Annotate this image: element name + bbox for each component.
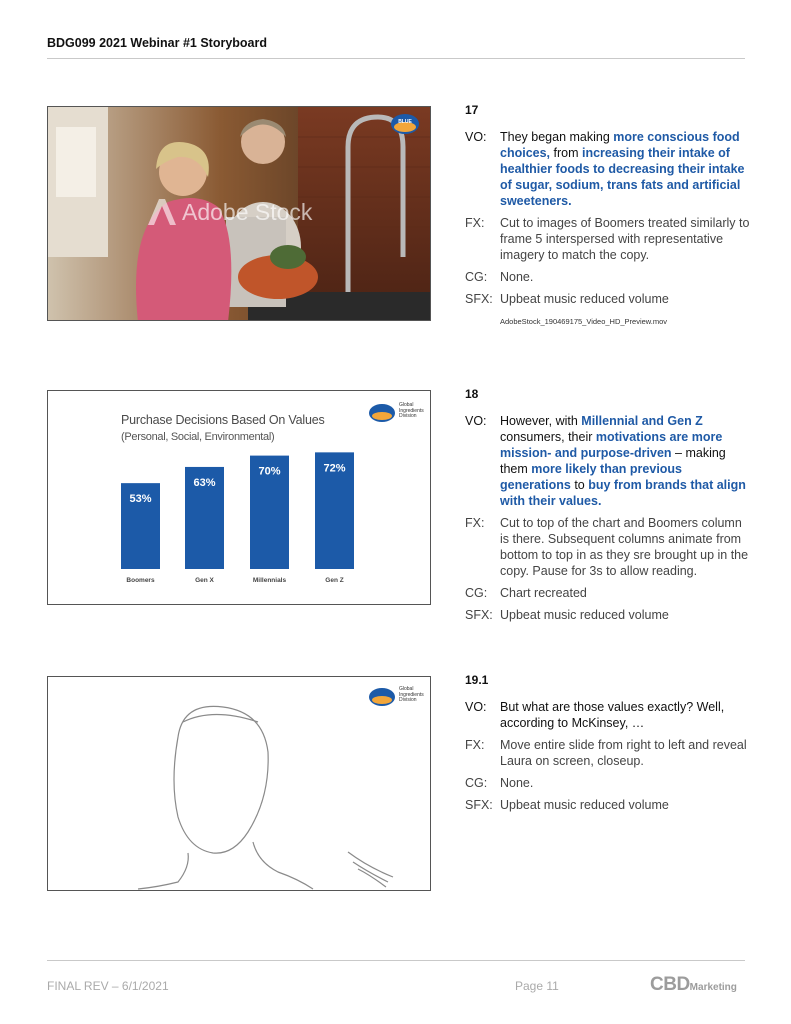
sfx-label: SFX:: [465, 798, 493, 812]
category-label: Boomers: [126, 577, 155, 584]
vo-highlight: increasing their intake of healthier foods to decreasing their intake of sugar, sodium, trans fats and artificial sweeteners.: [500, 146, 745, 208]
fx-text: Cut to images of Boomers treated similarly to frame 5 interspersed with representative imagery to match the copy.: [500, 216, 750, 262]
cg-row: [465, 775, 750, 791]
vo-highlight: buy from brands that align with their values.: [500, 478, 746, 508]
cg-row: [465, 269, 750, 285]
vo-label: VO:: [465, 414, 487, 428]
cg-row: [465, 585, 750, 601]
page-number: Page 11: [515, 979, 559, 993]
vo-text: [500, 699, 750, 731]
sfx-row: [465, 291, 750, 307]
fx-text: Move entire slide from right to left and reveal Laura on screen, closeup.: [500, 738, 747, 768]
bar-value-label: 72%: [323, 462, 346, 475]
category-label: Gen Z: [325, 577, 344, 584]
brand-logo-icon: [390, 113, 420, 135]
sfx-row: [465, 797, 750, 813]
vo-row: [465, 413, 750, 509]
header-divider: [47, 58, 745, 59]
revision-label: FINAL REV – 6/1/2021: [47, 979, 169, 993]
fx-row: [465, 515, 750, 579]
document-title: BDG099 2021 Webinar #1 Storyboard: [47, 36, 267, 50]
storyboard-frame-17: [47, 106, 431, 321]
bar-chart: [48, 391, 431, 605]
watermark: Adobe Stock: [148, 199, 312, 226]
adobe-logo-icon: [148, 199, 176, 225]
scene-18-notes: [465, 387, 750, 629]
vo-highlight: more likely than previous generations: [500, 462, 683, 492]
vo-highlight: motivations are more mission- and purpose-driven: [500, 430, 723, 460]
fx-row: [465, 215, 750, 263]
cg-text: None.: [500, 270, 534, 284]
vo-segment: from: [550, 146, 582, 160]
scene-19-1-notes: [465, 673, 750, 819]
bar-value-label: 53%: [129, 493, 152, 506]
vo-segment: However, with: [500, 414, 582, 428]
vo-row: [465, 699, 750, 731]
sfx-row: [465, 607, 750, 623]
sfx-text: Upbeat music reduced volume: [500, 608, 669, 622]
chart-title: Purchase Decisions Based On Values: [121, 413, 325, 427]
vo-label: VO:: [465, 700, 487, 714]
logo-caption: Global Ingredients Division: [399, 402, 424, 419]
scene-number: 18: [465, 387, 479, 401]
sfx-label: SFX:: [465, 292, 493, 306]
sfx-label: SFX:: [465, 608, 493, 622]
sketch-drawing: [48, 677, 431, 891]
fx-label: FX:: [465, 516, 485, 530]
vo-segment: They began making: [500, 130, 614, 144]
vo-segment: – making them: [500, 446, 726, 476]
vo-segment: to: [570, 478, 589, 492]
fx-row: [465, 737, 750, 769]
bar-value-label: 70%: [258, 465, 281, 478]
scene-number: 19.1: [465, 673, 489, 687]
scene-number: 17: [465, 103, 479, 117]
fx-label: FX:: [465, 738, 485, 752]
vo-segment: But what are those values exactly? Well, according to McKinsey, …: [500, 700, 725, 730]
svg-text:BLUE: BLUE: [398, 119, 412, 125]
video-filename: AdobeStock_190469175_Video_HD_Preview.mov: [500, 317, 668, 326]
storyboard-frame-19-1: [47, 676, 431, 891]
sfx-text: Upbeat music reduced volume: [500, 798, 669, 812]
chart-subtitle: (Personal, Social, Environmental): [121, 431, 275, 443]
vo-highlight: more conscious food choices,: [500, 130, 740, 160]
vo-label: VO:: [465, 130, 487, 144]
cg-text: Chart recreated: [500, 586, 587, 600]
cg-label: CG:: [465, 270, 488, 284]
cg-label: CG:: [465, 586, 488, 600]
brand-logo-icon: [368, 687, 396, 707]
cg-label: CG:: [465, 776, 488, 790]
vo-text: [500, 129, 750, 209]
cbd-marketing-logo: CBDMarketing: [650, 974, 737, 995]
sfx-text: Upbeat music reduced volume: [500, 292, 669, 306]
storyboard-frame-18: [47, 390, 431, 605]
bar-value-label: 63%: [193, 476, 216, 489]
scene-17-notes: [465, 103, 750, 326]
category-label: Millennials: [252, 577, 287, 584]
fx-text: Cut to top of the chart and Boomers column is there. Subsequent columns animate from bottom to top in as they sre brought up in the copy. Pause for 3s to allow reading.: [500, 516, 749, 578]
vo-text: [500, 413, 750, 509]
vo-highlight: Millennial and Gen Z: [581, 414, 703, 428]
vo-segment: consumers, their: [500, 430, 596, 444]
vo-row: [465, 129, 750, 209]
cg-text: None.: [500, 776, 534, 790]
fx-label: FX:: [465, 216, 485, 230]
footer-divider: [47, 960, 745, 961]
category-label: Gen X: [195, 577, 214, 584]
logo-caption: Global Ingredients Division: [399, 686, 424, 703]
